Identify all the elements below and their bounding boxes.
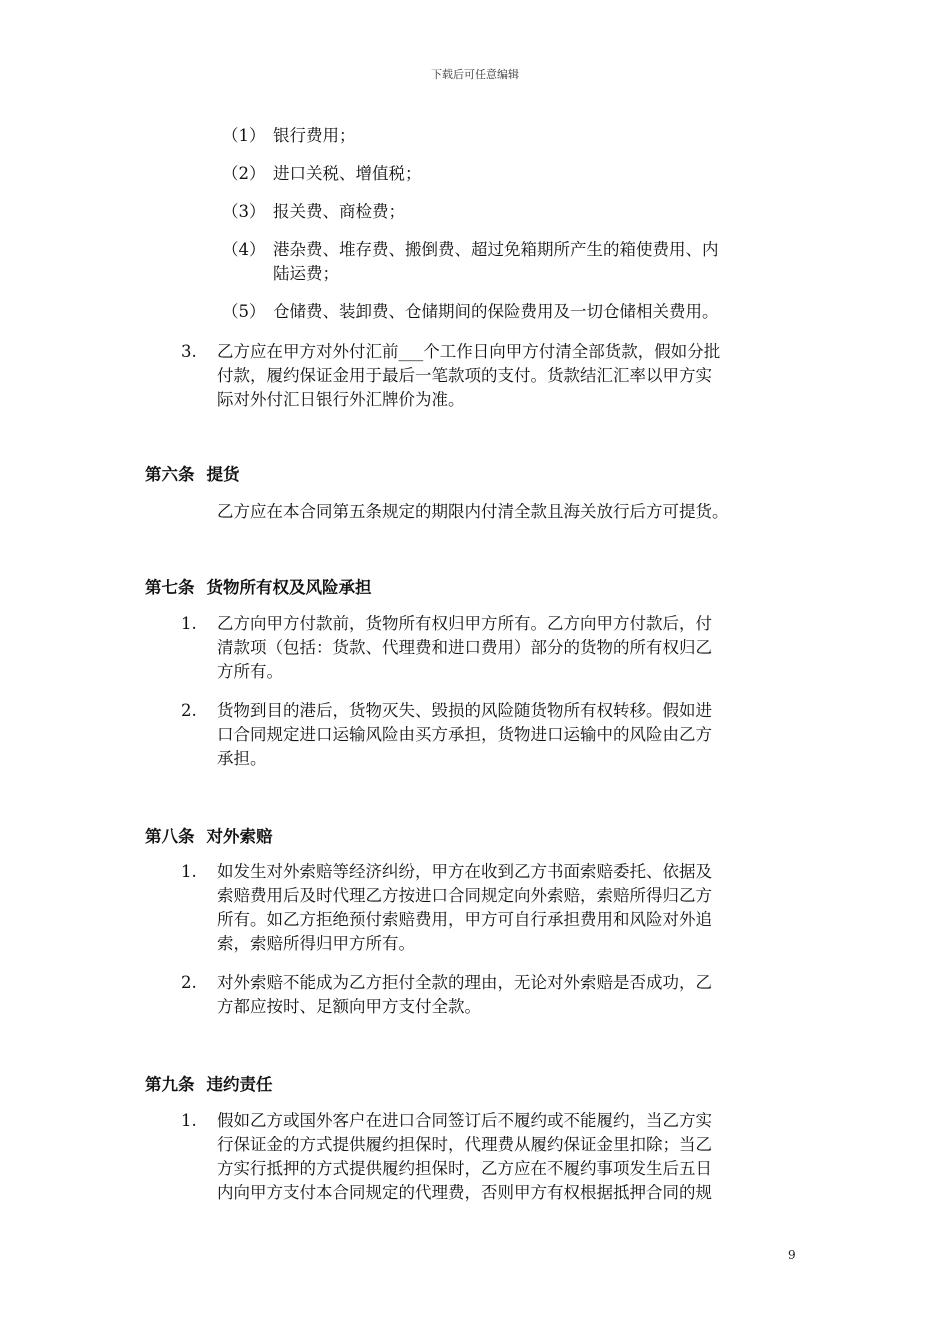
article-number: 第八条 [145, 827, 195, 846]
page-number: 9 [788, 1248, 796, 1262]
text-line: 索赔费用后及时代理乙方按进口合同规定向外索赔，索赔所得归乙方 [217, 886, 712, 905]
text-line: 行保证金的方式提供履约担保时，代理费从履约保证金里扣除；当乙 [217, 1135, 712, 1154]
list-number: 2. [181, 701, 197, 720]
text-line: 方实行抵押的方式提供履约担保时，乙方应在不履约事项发生后五日 [217, 1159, 712, 1178]
list-item-text [217, 612, 807, 684]
article-number: 第九条 [145, 1075, 195, 1094]
text-line: 清款项（包括：货款、代理费和进口费用）部分的货物的所有权归乙 [217, 638, 712, 657]
list-number: 1. [181, 862, 197, 881]
article-heading [145, 574, 372, 598]
article-title: 对外索赔 [206, 827, 273, 846]
article-title: 提货 [206, 465, 240, 484]
text-line: 际对外付汇日银行外汇牌价为准。 [217, 390, 465, 409]
text-line: 索，索赔所得归甲方所有。 [217, 934, 415, 953]
text-line: 货物到目的港后，货物灭失、毁损的风险随货物所有权转移。假如进 [217, 701, 712, 720]
text-line: 方所有。 [217, 662, 283, 681]
sub-item-num: （1） [222, 126, 266, 145]
text-line: 方都应按时、足额向甲方支付全款。 [217, 997, 481, 1016]
sub-item-text: 报关费、商检费； [273, 202, 405, 221]
sub-item-num: （4） [222, 240, 266, 259]
text-line: 内向甲方支付本合同规定的代理费，否则甲方有权根据抵押合同的规 [217, 1183, 712, 1202]
text-line: 如发生对外索赔等经济纠纷，甲方在收到乙方书面索赔委托、依据及 [217, 862, 712, 881]
list-item-text [217, 860, 807, 956]
list-item-text [217, 971, 807, 1019]
text-line: 假如乙方或国外客户在进口合同签订后不履约或不能履约，当乙方实 [217, 1111, 712, 1130]
sub-item-num: （3） [222, 202, 266, 221]
article-heading [145, 461, 240, 485]
list-number: 1. [181, 614, 197, 633]
article-number: 第七条 [145, 578, 195, 597]
text-line: 付款，履约保证金用于最后一笔款项的支付。货款结汇汇率以甲方实 [217, 366, 712, 385]
article-title: 货物所有权及风险承担 [206, 578, 372, 597]
list-number: 1. [181, 1111, 197, 1130]
text-line: 承担。 [217, 749, 267, 768]
article-title: 违约责任 [206, 1075, 273, 1094]
list-item-text [217, 340, 807, 412]
article-heading [145, 823, 273, 847]
text-line: 所有。如乙方拒绝预付索赔费用，甲方可自行承担费用和风险对外追 [217, 910, 712, 929]
article-heading [145, 1071, 273, 1095]
text-line: 乙方向甲方付款前，货物所有权归甲方所有。乙方向甲方付款后，付 [217, 614, 712, 633]
sub-item-text: 陆运费； [273, 264, 339, 283]
text-line: 口合同规定进口运输风险由买方承担，货物进口运输中的风险由乙方 [217, 725, 712, 744]
list-item-text [217, 699, 807, 771]
list-number: 3. [181, 342, 197, 361]
article-text: 乙方应在本合同第五条规定的期限内付清全款且海关放行后方可提货。 [217, 502, 729, 521]
sub-item-text: 银行费用； [273, 126, 356, 145]
text-line: 乙方应在甲方对外付汇前___个工作日向甲方付清全部货款，假如分批 [217, 342, 721, 361]
list-item-text [217, 1109, 807, 1205]
sub-item-num: （2） [222, 164, 266, 183]
text-line: 对外索赔不能成为乙方拒付全款的理由，无论对外索赔是否成功，乙 [217, 973, 712, 992]
sub-item-text: 港杂费、堆存费、搬倒费、超过免箱期所产生的箱使费用、内 [273, 240, 719, 259]
article-number: 第六条 [145, 465, 195, 484]
sub-item-text: 进口关税、增值税； [273, 164, 422, 183]
sub-item-text: 仓储费、装卸费、仓储期间的保险费用及一切仓储相关费用。 [273, 302, 719, 321]
list-number: 2. [181, 973, 197, 992]
sub-item-num: （5） [222, 302, 266, 321]
page-header: 下载后可任意编辑 [431, 68, 519, 81]
